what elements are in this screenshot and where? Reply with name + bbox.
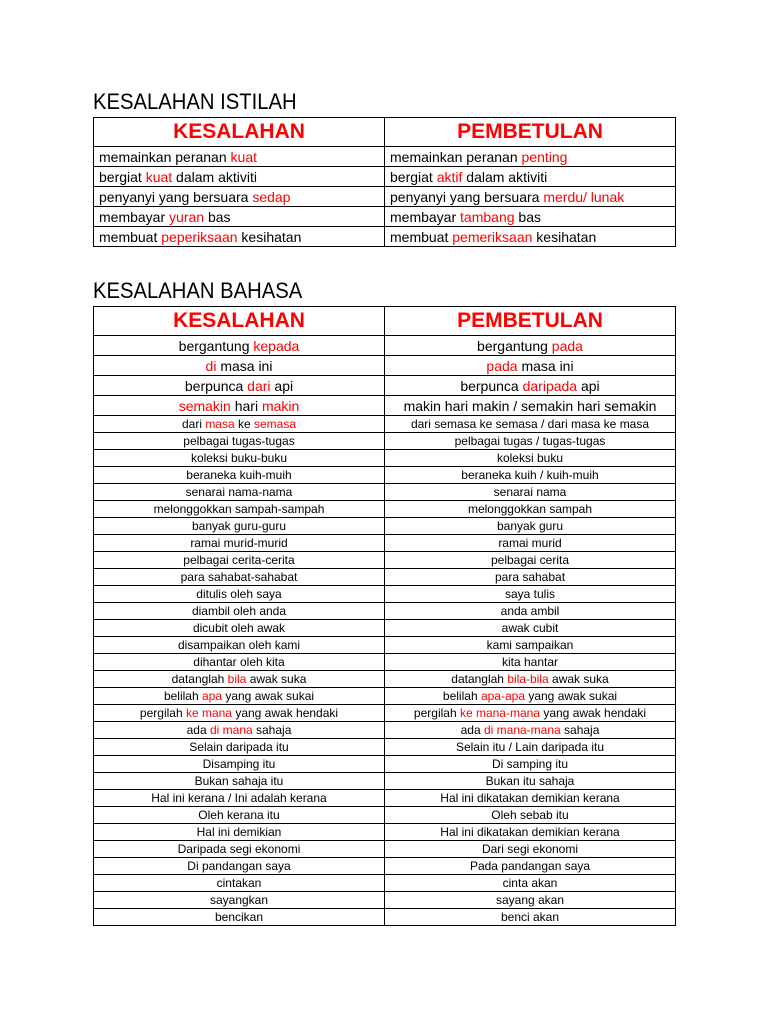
cell-text: sahaja (252, 723, 292, 737)
cell-text: melonggokkan sampah (467, 502, 593, 516)
cell-text: kesihatan (237, 228, 302, 245)
cell-kesalahan (94, 875, 385, 892)
table-row (94, 450, 676, 467)
cell-text: Pada pandangan saya (469, 859, 591, 873)
table-row (94, 535, 676, 552)
highlighted-term: makin (261, 397, 300, 414)
highlighted-term: ke mana (185, 706, 232, 720)
highlighted-term: di (205, 357, 217, 374)
cell-text: benci akan (500, 910, 560, 924)
cell-text: Dari segi ekonomi (481, 842, 579, 856)
cell-text: datanglah (171, 672, 228, 686)
cell-text: sahaja (560, 723, 600, 737)
cell-kesalahan (94, 892, 385, 909)
table-row (94, 773, 676, 790)
cell-text: Bukan sahaja itu (194, 774, 284, 788)
cell-text: cinta akan (502, 876, 558, 890)
cell-pembetulan (385, 671, 676, 688)
cell-text: membuat (99, 228, 162, 245)
highlighted-term: bila-bila (507, 672, 549, 686)
table-row (94, 501, 676, 518)
table-row (94, 569, 676, 586)
cell-pembetulan (385, 207, 676, 227)
cell-kesalahan (94, 187, 385, 207)
highlighted-term: di mana-mana (483, 723, 561, 737)
cell-kesalahan (94, 671, 385, 688)
table-row (94, 518, 676, 535)
cell-pembetulan (385, 484, 676, 501)
cell-text: dalam aktiviti (172, 168, 257, 185)
cell-kesalahan (94, 790, 385, 807)
table-row (94, 807, 676, 824)
highlighted-term: di mana (209, 723, 253, 737)
table-row (94, 207, 676, 227)
cell-text: senarai nama (493, 485, 567, 499)
cell-text: api (577, 377, 600, 394)
cell-pembetulan (385, 501, 676, 518)
highlighted-term: apa (201, 689, 222, 703)
cell-text: bergantung (178, 337, 254, 354)
cell-kesalahan (94, 739, 385, 756)
cell-text: bergiat (390, 168, 437, 185)
cell-pembetulan (385, 416, 676, 433)
highlighted-term: daripada (522, 377, 578, 394)
cell-text: penyanyi yang bersuara (390, 188, 544, 205)
highlighted-term: pada (486, 357, 518, 374)
table-row (94, 467, 676, 484)
cell-pembetulan (385, 688, 676, 705)
cell-text: dicubit oleh awak (192, 621, 286, 635)
cell-text: beraneka kuih / kuih-muih (461, 468, 599, 482)
cell-pembetulan (385, 450, 676, 467)
highlighted-term: kepada (253, 337, 300, 354)
cell-kesalahan (94, 858, 385, 875)
table-row (94, 552, 676, 569)
cell-kesalahan (94, 416, 385, 433)
cell-text: Disamping itu (202, 757, 276, 771)
cell-text: pergilah (139, 706, 186, 720)
cell-pembetulan (385, 433, 676, 450)
cell-kesalahan (94, 518, 385, 535)
cell-text: banyak guru (496, 519, 564, 533)
cell-text: Hal ini dikatakan demikian kerana (440, 791, 620, 805)
cell-pembetulan (385, 841, 676, 858)
cell-kesalahan (94, 620, 385, 637)
highlighted-term: apa-apa (480, 689, 525, 703)
highlighted-term: peperiksaan (161, 228, 238, 245)
cell-text: para sahabat (494, 570, 566, 584)
cell-pembetulan (385, 773, 676, 790)
cell-kesalahan (94, 356, 385, 376)
cell-pembetulan (385, 227, 676, 247)
cell-pembetulan (385, 807, 676, 824)
cell-kesalahan (94, 227, 385, 247)
cell-text: yang awak hendaki (540, 706, 647, 720)
bahasa-table (93, 306, 676, 926)
cell-text: membuat (390, 228, 453, 245)
cell-text: sayangkan (209, 893, 269, 907)
cell-text: ditulis oleh saya (196, 587, 282, 601)
cell-pembetulan (385, 824, 676, 841)
istilah-table-body (94, 147, 676, 247)
cell-text: bergiat (99, 168, 146, 185)
highlighted-term: kuat (230, 148, 257, 165)
bahasa-table-body (94, 336, 676, 926)
cell-text: bencikan (214, 910, 264, 924)
cell-pembetulan (385, 552, 676, 569)
highlighted-term: pemeriksaan (452, 228, 533, 245)
cell-kesalahan (94, 336, 385, 356)
cell-text: yang awak hendaki (231, 706, 339, 720)
highlighted-term: dari (247, 377, 271, 394)
cell-text: Di pandangan saya (187, 859, 291, 873)
cell-text: hari (230, 397, 262, 414)
cell-pembetulan (385, 569, 676, 586)
cell-text: kita hantar (501, 655, 559, 669)
table-row (94, 187, 676, 207)
table-row (94, 336, 676, 356)
cell-text: koleksi buku (496, 451, 564, 465)
table-row (94, 688, 676, 705)
cell-text: kesihatan (532, 228, 597, 245)
highlighted-term: bila (227, 672, 247, 686)
cell-pembetulan (385, 705, 676, 722)
cell-pembetulan (385, 467, 676, 484)
cell-text: cintakan (216, 876, 262, 890)
cell-text: dari semasa ke semasa / dari masa ke masa (410, 417, 650, 431)
cell-kesalahan (94, 467, 385, 484)
highlighted-term: semakin (178, 397, 231, 414)
cell-text: dihantar oleh kita (193, 655, 285, 669)
table-row (94, 671, 676, 688)
cell-pembetulan (385, 909, 676, 926)
cell-pembetulan (385, 187, 676, 207)
cell-text: belilah (442, 689, 481, 703)
cell-kesalahan (94, 569, 385, 586)
table-row (94, 654, 676, 671)
table-row (94, 739, 676, 756)
table-row (94, 637, 676, 654)
cell-kesalahan (94, 552, 385, 569)
table-row (94, 722, 676, 739)
cell-pembetulan (385, 892, 676, 909)
cell-pembetulan (385, 586, 676, 603)
cell-text: banyak guru-guru (191, 519, 287, 533)
cell-text: disampaikan oleh kami (177, 638, 301, 652)
table-row (94, 909, 676, 926)
cell-pembetulan (385, 147, 676, 167)
cell-pembetulan (385, 603, 676, 620)
cell-text: dalam aktiviti (462, 168, 548, 185)
cell-kesalahan (94, 688, 385, 705)
cell-pembetulan (385, 167, 676, 187)
cell-kesalahan (94, 586, 385, 603)
header-kesalahan: KESALAHAN (94, 118, 385, 147)
cell-kesalahan (94, 484, 385, 501)
cell-text: pelbagai cerita-cerita (183, 553, 295, 567)
table-row (94, 396, 676, 416)
highlighted-term: pada (551, 337, 583, 354)
table-row (94, 620, 676, 637)
cell-text: dari (181, 417, 206, 431)
table-row (94, 167, 676, 187)
cell-text: belilah (163, 689, 202, 703)
table-row (94, 705, 676, 722)
cell-text: ada (186, 723, 210, 737)
cell-kesalahan (94, 207, 385, 227)
highlighted-term: tambang (460, 208, 515, 225)
cell-text: berpunca (184, 377, 248, 394)
cell-text: saya tulis (504, 587, 556, 601)
cell-pembetulan (385, 858, 676, 875)
cell-pembetulan (385, 535, 676, 552)
highlighted-term: masa (205, 417, 235, 431)
cell-text: ramai murid-murid (190, 536, 288, 550)
highlighted-term: kuat (145, 168, 173, 185)
cell-kesalahan (94, 167, 385, 187)
table-row (94, 356, 676, 376)
table-row (94, 892, 676, 909)
cell-text: yang awak sukai (222, 689, 315, 703)
cell-text: yang awak sukai (525, 689, 618, 703)
cell-kesalahan (94, 705, 385, 722)
cell-kesalahan (94, 756, 385, 773)
cell-text: para sahabat-sahabat (180, 570, 298, 584)
cell-text: Bukan itu sahaja (485, 774, 575, 788)
highlighted-term: merdu/ lunak (543, 188, 625, 205)
cell-text: bergantung (477, 337, 552, 354)
cell-pembetulan (385, 356, 676, 376)
table-row (94, 603, 676, 620)
cell-kesalahan (94, 396, 385, 416)
table-row (94, 484, 676, 501)
cell-text: awak cubit (501, 621, 559, 635)
cell-kesalahan (94, 909, 385, 926)
cell-text: senarai nama-nama (185, 485, 293, 499)
cell-text: ke (234, 417, 254, 431)
cell-text: bas (514, 208, 541, 225)
highlighted-term: ke mana-mana (459, 706, 540, 720)
table-row (94, 824, 676, 841)
cell-pembetulan (385, 518, 676, 535)
cell-kesalahan (94, 535, 385, 552)
highlighted-term: yuran (169, 208, 205, 225)
cell-kesalahan (94, 376, 385, 396)
cell-text: Selain itu / Lain daripada itu (455, 740, 605, 754)
cell-text: koleksi buku-buku (190, 451, 288, 465)
cell-kesalahan (94, 433, 385, 450)
cell-pembetulan (385, 620, 676, 637)
cell-text: membayar (390, 208, 461, 225)
cell-text: memainkan peranan (99, 148, 231, 165)
cell-kesalahan (94, 603, 385, 620)
cell-text: pelbagai tugas-tugas (183, 434, 295, 448)
table-row (94, 841, 676, 858)
cell-text: Oleh kerana itu (198, 808, 280, 822)
cell-text: sayang akan (495, 893, 565, 907)
cell-kesalahan (94, 147, 385, 167)
table-row (94, 756, 676, 773)
cell-text: Di samping itu (491, 757, 569, 771)
cell-kesalahan (94, 824, 385, 841)
table-row (94, 875, 676, 892)
cell-text: berpunca (460, 377, 523, 394)
cell-text: ramai murid (498, 536, 562, 550)
cell-text: membayar (99, 208, 170, 225)
cell-kesalahan (94, 722, 385, 739)
header-pembetulan: PEMBETULAN (385, 307, 676, 336)
table-row (94, 147, 676, 167)
cell-text: Hal ini demikian (196, 825, 282, 839)
table-row (94, 376, 676, 396)
cell-kesalahan (94, 807, 385, 824)
cell-kesalahan (94, 841, 385, 858)
cell-kesalahan (94, 654, 385, 671)
cell-text: pelbagai tugas / tugas-tugas (454, 434, 606, 448)
cell-text: pelbagai cerita (490, 553, 570, 567)
table-row (94, 586, 676, 603)
header-pembetulan: PEMBETULAN (385, 118, 676, 147)
table-row (94, 416, 676, 433)
cell-text: masa ini (517, 357, 574, 374)
section-title-bahasa: KESALAHAN BAHASA (93, 278, 303, 303)
cell-pembetulan (385, 376, 676, 396)
highlighted-term: semasa (254, 417, 297, 431)
cell-text: Hal ini kerana / Ini adalah kerana (151, 791, 327, 805)
table-row (94, 433, 676, 450)
cell-text: api (270, 377, 294, 394)
cell-pembetulan (385, 756, 676, 773)
istilah-table (93, 117, 676, 247)
section-title-istilah: KESALAHAN ISTILAH (93, 89, 297, 114)
cell-text: melonggokkan sampah-sampah (153, 502, 325, 516)
cell-text: ada (460, 723, 484, 737)
cell-text: anda ambil (500, 604, 560, 618)
cell-text: awak suka (548, 672, 609, 686)
cell-pembetulan (385, 654, 676, 671)
highlighted-term: penting (521, 148, 568, 165)
cell-text: Daripada segi ekonomi (177, 842, 301, 856)
cell-text: masa ini (216, 357, 273, 374)
cell-text: diambil oleh anda (191, 604, 287, 618)
cell-kesalahan (94, 450, 385, 467)
table-row (94, 858, 676, 875)
highlighted-term: sedap (252, 188, 291, 205)
cell-pembetulan (385, 396, 676, 416)
cell-kesalahan (94, 501, 385, 518)
cell-text: beraneka kuih-muih (186, 468, 292, 482)
cell-text: pergilah (413, 706, 460, 720)
table-row (94, 227, 676, 247)
cell-pembetulan (385, 637, 676, 654)
table-header-row (94, 118, 676, 147)
cell-pembetulan (385, 336, 676, 356)
highlighted-term: aktif (436, 168, 463, 185)
cell-text: awak suka (246, 672, 307, 686)
header-kesalahan: KESALAHAN (94, 307, 385, 336)
cell-text: bas (204, 208, 231, 225)
cell-text: datanglah (451, 672, 508, 686)
cell-kesalahan (94, 637, 385, 654)
cell-text: makin hari makin / semakin hari semakin (403, 397, 657, 414)
cell-text: Selain daripada itu (189, 740, 289, 754)
cell-pembetulan (385, 875, 676, 892)
table-row (94, 790, 676, 807)
table-header-row (94, 307, 676, 336)
cell-text: memainkan peranan (390, 148, 522, 165)
cell-text: Oleh sebab itu (491, 808, 569, 822)
cell-pembetulan (385, 722, 676, 739)
cell-pembetulan (385, 739, 676, 756)
cell-kesalahan (94, 773, 385, 790)
cell-text: penyanyi yang bersuara (99, 188, 253, 205)
cell-text: kami sampaikan (486, 638, 574, 652)
cell-pembetulan (385, 790, 676, 807)
cell-text: Hal ini dikatakan demikian kerana (440, 825, 620, 839)
